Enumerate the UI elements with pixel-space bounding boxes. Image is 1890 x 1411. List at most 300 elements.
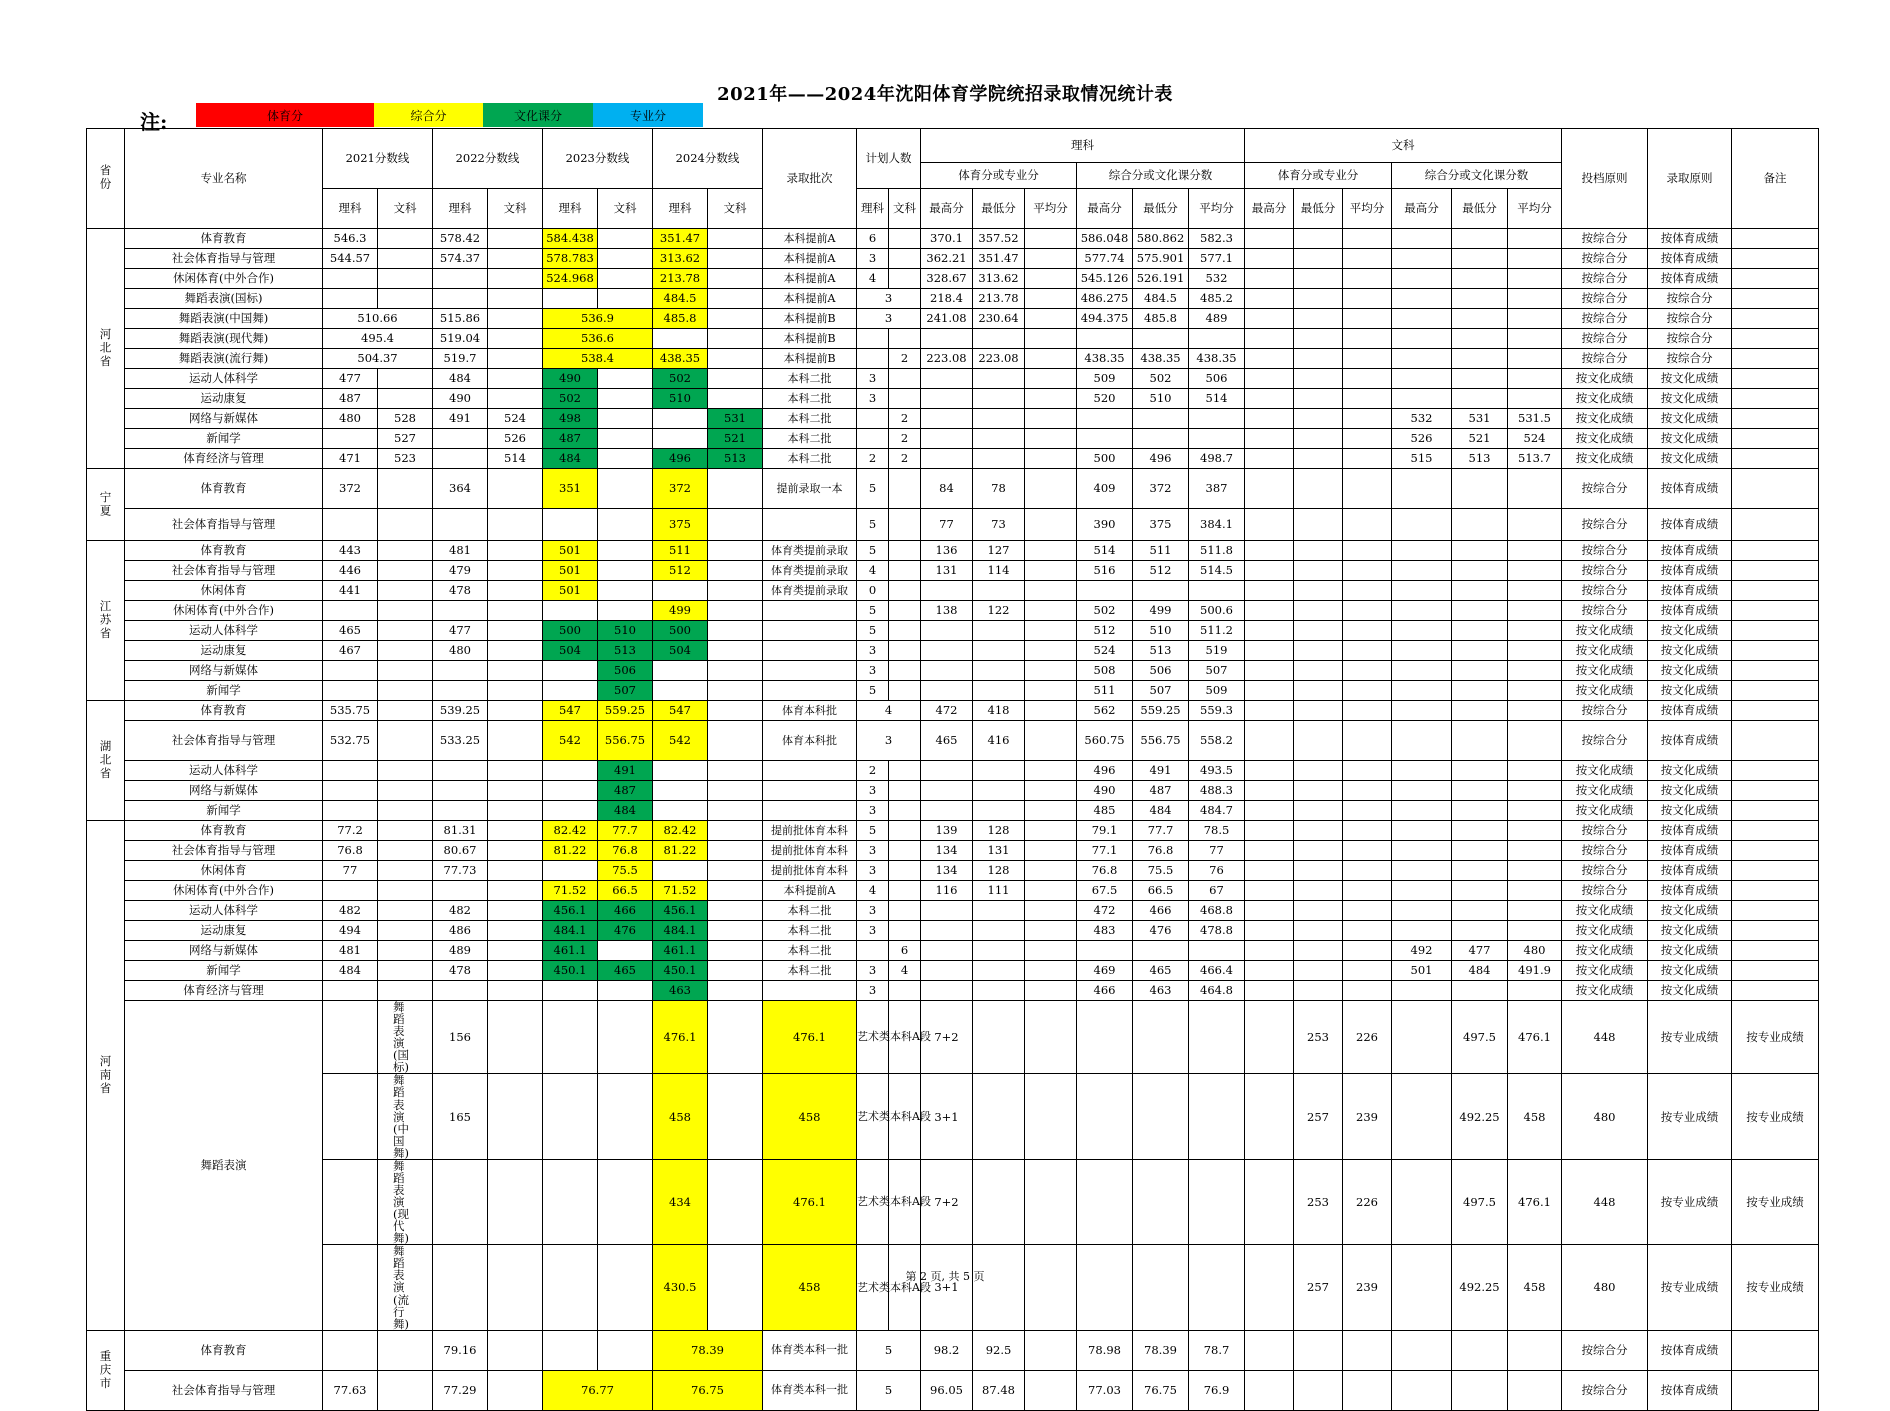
table-cell bbox=[1245, 1001, 1294, 1074]
table-cell bbox=[488, 941, 543, 961]
major-name: 舞蹈表演(现代舞) bbox=[323, 1159, 378, 1244]
table-cell bbox=[378, 941, 433, 961]
table-cell: 5 bbox=[857, 1330, 921, 1370]
table-cell bbox=[973, 681, 1025, 701]
table-cell bbox=[1392, 581, 1452, 601]
table-cell bbox=[433, 681, 488, 701]
table-cell: 按专业成绩 bbox=[1648, 1001, 1732, 1074]
table-cell: 按综合分 bbox=[1648, 309, 1732, 329]
table-cell bbox=[1245, 269, 1294, 289]
table-cell: 7+2 bbox=[921, 1001, 973, 1074]
table-cell: 按综合分 bbox=[1562, 861, 1648, 881]
table-cell bbox=[1343, 469, 1392, 509]
table-cell: 体育本科批 bbox=[763, 721, 857, 761]
table-cell: 485.2 bbox=[1189, 289, 1245, 309]
table-cell bbox=[1732, 821, 1819, 841]
table-cell: 77.63 bbox=[323, 1370, 378, 1410]
table-cell bbox=[1294, 449, 1343, 469]
table-cell: 532 bbox=[1189, 269, 1245, 289]
page-footer: 第 2 页, 共 5 页 bbox=[905, 1270, 985, 1283]
table-cell bbox=[708, 621, 763, 641]
table-cell bbox=[378, 681, 433, 701]
table-cell: 527 bbox=[378, 429, 433, 449]
table-cell bbox=[889, 841, 921, 861]
table-cell: 480 bbox=[1562, 1074, 1648, 1159]
table-cell bbox=[488, 1074, 543, 1159]
table-cell: 464.8 bbox=[1189, 981, 1245, 1001]
table-cell: 479 bbox=[433, 561, 488, 581]
table-cell: 477 bbox=[1452, 941, 1508, 961]
table-cell: 5 bbox=[857, 541, 889, 561]
table-cell bbox=[1245, 309, 1294, 329]
table-cell: 531 bbox=[1452, 409, 1508, 429]
table-cell: 按文化成绩 bbox=[1648, 641, 1732, 661]
table-cell: 502 bbox=[543, 389, 598, 409]
table-cell: 2 bbox=[857, 761, 889, 781]
table-cell: 77.2 bbox=[323, 821, 378, 841]
table-cell bbox=[708, 1159, 763, 1244]
table-cell: 本科二批 bbox=[763, 921, 857, 941]
table-cell bbox=[763, 641, 857, 661]
table-cell bbox=[1245, 841, 1294, 861]
table-cell bbox=[921, 429, 973, 449]
major-name: 舞蹈表演(中国舞) bbox=[125, 309, 323, 329]
table-cell bbox=[433, 801, 488, 821]
table-cell: 500.6 bbox=[1189, 601, 1245, 621]
table-cell bbox=[1392, 641, 1452, 661]
table-cell: 7+2 bbox=[921, 1159, 973, 1244]
table-cell: 78.39 bbox=[653, 1330, 763, 1370]
table-cell: 5 bbox=[857, 469, 889, 509]
table-cell bbox=[1732, 921, 1819, 941]
table-cell: 512 bbox=[653, 561, 708, 581]
table-cell bbox=[708, 921, 763, 941]
table-cell: 461.1 bbox=[543, 941, 598, 961]
table-cell bbox=[598, 449, 653, 469]
note-label: 注: bbox=[140, 110, 168, 134]
table-cell: 73 bbox=[973, 509, 1025, 541]
table-cell: 按文化成绩 bbox=[1648, 409, 1732, 429]
table-cell: 按体育成绩 bbox=[1648, 881, 1732, 901]
table-cell bbox=[763, 601, 857, 621]
table-cell bbox=[1508, 249, 1562, 269]
major-name: 舞蹈表演 (中国舞) bbox=[323, 1074, 378, 1159]
table-cell bbox=[1343, 561, 1392, 581]
table-cell bbox=[1025, 1245, 1077, 1330]
table-cell bbox=[1245, 249, 1294, 269]
table-cell: 按综合分 bbox=[1562, 1330, 1648, 1370]
table-cell bbox=[488, 821, 543, 841]
table-cell bbox=[1452, 621, 1508, 641]
table-cell bbox=[598, 601, 653, 621]
major-name: 舞蹈表演(国标) bbox=[323, 1001, 378, 1074]
major-name: 社会体育指导与管理 bbox=[125, 509, 323, 541]
table-cell bbox=[598, 561, 653, 581]
table-cell: 458 bbox=[1508, 1074, 1562, 1159]
table-cell bbox=[1077, 429, 1133, 449]
header-plan-arts: 文科 bbox=[889, 189, 921, 229]
table-cell bbox=[973, 1159, 1025, 1244]
table-row bbox=[87, 429, 1819, 449]
table-cell bbox=[1189, 1159, 1245, 1244]
table-cell bbox=[1732, 801, 1819, 821]
table-cell bbox=[1508, 389, 1562, 409]
table-cell bbox=[1343, 429, 1392, 449]
table-cell: 67.5 bbox=[1077, 881, 1133, 901]
table-cell: 按文化成绩 bbox=[1648, 941, 1732, 961]
table-row bbox=[87, 981, 1819, 1001]
table-cell: 257 bbox=[1294, 1245, 1343, 1330]
table-cell: 465 bbox=[921, 721, 973, 761]
table-cell: 387 bbox=[1189, 469, 1245, 509]
table-cell bbox=[1294, 661, 1343, 681]
table-cell bbox=[1452, 881, 1508, 901]
table-cell bbox=[708, 761, 763, 781]
header-sci-sport-max: 最高分 bbox=[921, 189, 973, 229]
table-cell bbox=[1732, 449, 1819, 469]
table-cell: 489 bbox=[1189, 309, 1245, 329]
table-cell bbox=[1343, 661, 1392, 681]
table-cell: 按文化成绩 bbox=[1648, 369, 1732, 389]
header-arts-sport-avg: 平均分 bbox=[1343, 189, 1392, 229]
table-cell: 511.8 bbox=[1189, 541, 1245, 561]
table-cell bbox=[1508, 601, 1562, 621]
table-cell bbox=[1133, 329, 1189, 349]
table-cell: 2 bbox=[889, 449, 921, 469]
table-cell bbox=[1452, 581, 1508, 601]
table-cell: 5 bbox=[857, 509, 889, 541]
table-cell bbox=[1343, 961, 1392, 981]
table-cell: 438.35 bbox=[1077, 349, 1133, 369]
table-cell: 556.75 bbox=[1133, 721, 1189, 761]
table-cell: 按文化成绩 bbox=[1562, 981, 1648, 1001]
table-row bbox=[87, 761, 1819, 781]
table-cell bbox=[1732, 269, 1819, 289]
table-cell: 6 bbox=[889, 941, 921, 961]
table-cell: 508 bbox=[1077, 661, 1133, 681]
table-cell bbox=[1294, 601, 1343, 621]
table-cell: 478 bbox=[433, 961, 488, 981]
table-cell bbox=[1452, 469, 1508, 509]
table-cell bbox=[1343, 449, 1392, 469]
table-cell bbox=[378, 621, 433, 641]
major-name: 舞蹈表演(国标) bbox=[125, 289, 323, 309]
table-cell: 按文化成绩 bbox=[1562, 449, 1648, 469]
table-cell bbox=[1245, 429, 1294, 449]
table-cell: 500 bbox=[543, 621, 598, 641]
table-cell bbox=[1452, 841, 1508, 861]
table-cell: 519 bbox=[1189, 641, 1245, 661]
table-cell bbox=[1732, 409, 1819, 429]
table-cell bbox=[1343, 409, 1392, 429]
table-cell bbox=[763, 781, 857, 801]
table-row bbox=[87, 1370, 1819, 1410]
table-cell bbox=[973, 581, 1025, 601]
table-row bbox=[87, 621, 1819, 641]
table-cell bbox=[921, 941, 973, 961]
header-2024-sci: 理科 bbox=[653, 189, 708, 229]
major-name: 休闲体育(中外合作) bbox=[125, 601, 323, 621]
table-cell bbox=[433, 601, 488, 621]
table-cell bbox=[1294, 249, 1343, 269]
table-cell bbox=[921, 661, 973, 681]
table-cell bbox=[1508, 701, 1562, 721]
table-cell: 476.1 bbox=[763, 1001, 857, 1074]
table-cell: 487 bbox=[1133, 781, 1189, 801]
header-province: 省份 bbox=[87, 129, 125, 229]
table-cell: 75.5 bbox=[598, 861, 653, 881]
table-cell: 按综合分 bbox=[1562, 601, 1648, 621]
table-cell bbox=[1392, 229, 1452, 249]
table-cell bbox=[1245, 561, 1294, 581]
table-cell: 547 bbox=[653, 701, 708, 721]
table-cell: 484 bbox=[543, 449, 598, 469]
header-admit-rule: 录取原则 bbox=[1648, 129, 1732, 229]
table-cell bbox=[653, 761, 708, 781]
table-cell bbox=[598, 409, 653, 429]
table-cell: 542 bbox=[653, 721, 708, 761]
table-cell bbox=[973, 621, 1025, 641]
table-cell bbox=[1025, 1370, 1077, 1410]
table-cell bbox=[1025, 721, 1077, 761]
header-plan-sci: 理科 bbox=[857, 189, 889, 229]
table-cell bbox=[921, 409, 973, 429]
table-cell bbox=[1343, 701, 1392, 721]
table-cell bbox=[889, 229, 921, 249]
header-2023-sci: 理科 bbox=[543, 189, 598, 229]
table-cell: 按文化成绩 bbox=[1562, 921, 1648, 941]
table-cell: 按文化成绩 bbox=[1562, 389, 1648, 409]
table-cell bbox=[1452, 681, 1508, 701]
table-cell: 486.275 bbox=[1077, 289, 1133, 309]
table-cell: 体育类本科一批 bbox=[763, 1370, 857, 1410]
table-cell bbox=[598, 541, 653, 561]
table-cell bbox=[1508, 801, 1562, 821]
table-cell: 476.1 bbox=[1508, 1001, 1562, 1074]
table-cell: 77.1 bbox=[1077, 841, 1133, 861]
table-cell: 438.35 bbox=[1133, 349, 1189, 369]
table-cell bbox=[323, 881, 378, 901]
table-cell: 463 bbox=[1133, 981, 1189, 1001]
table-cell bbox=[1294, 881, 1343, 901]
table-cell bbox=[1025, 309, 1077, 329]
table-cell: 545.126 bbox=[1077, 269, 1133, 289]
table-cell: 5 bbox=[857, 621, 889, 641]
table-cell bbox=[1452, 601, 1508, 621]
table-cell: 501 bbox=[543, 561, 598, 581]
table-cell bbox=[543, 289, 598, 309]
table-cell bbox=[889, 901, 921, 921]
table-cell: 511 bbox=[1077, 681, 1133, 701]
table-cell bbox=[1392, 841, 1452, 861]
table-cell bbox=[763, 621, 857, 641]
table-cell bbox=[1732, 1330, 1819, 1370]
header-2021: 2021分数线 bbox=[323, 129, 433, 189]
table-cell bbox=[1245, 581, 1294, 601]
table-cell: 3 bbox=[857, 901, 889, 921]
table-cell: 按文化成绩 bbox=[1648, 921, 1732, 941]
table-cell bbox=[1025, 541, 1077, 561]
table-cell bbox=[1077, 581, 1133, 601]
table-cell: 586.048 bbox=[1077, 229, 1133, 249]
table-cell bbox=[708, 801, 763, 821]
table-cell: 575.901 bbox=[1133, 249, 1189, 269]
table-cell bbox=[1452, 561, 1508, 581]
table-cell: 4 bbox=[889, 961, 921, 981]
table-cell: 按综合分 bbox=[1562, 721, 1648, 761]
table-cell: 77.29 bbox=[433, 1370, 488, 1410]
table-cell bbox=[1025, 1001, 1077, 1074]
table-cell bbox=[1025, 821, 1077, 841]
table-cell bbox=[973, 1001, 1025, 1074]
table-cell: 458 bbox=[763, 1245, 857, 1330]
table-cell bbox=[1025, 881, 1077, 901]
table-cell bbox=[1294, 469, 1343, 509]
table-cell bbox=[1294, 289, 1343, 309]
header-2021-sci: 理科 bbox=[323, 189, 378, 229]
table-cell: 3 bbox=[857, 249, 889, 269]
major-name: 新闻学 bbox=[125, 961, 323, 981]
table-cell: 按综合分 bbox=[1562, 541, 1648, 561]
table-cell: 458 bbox=[763, 1074, 857, 1159]
table-cell: 493.5 bbox=[1189, 761, 1245, 781]
table-cell: 542 bbox=[543, 721, 598, 761]
major-group-cell: 舞蹈表演 bbox=[125, 1001, 323, 1331]
table-cell: 532 bbox=[1392, 409, 1452, 429]
table-cell bbox=[598, 289, 653, 309]
table-cell bbox=[1343, 721, 1392, 761]
table-cell: 456.1 bbox=[653, 901, 708, 921]
table-cell bbox=[1392, 701, 1452, 721]
table-cell bbox=[1732, 369, 1819, 389]
table-cell bbox=[1343, 981, 1392, 1001]
table-cell bbox=[921, 389, 973, 409]
table-cell bbox=[1452, 901, 1508, 921]
table-cell: 按综合分 bbox=[1562, 349, 1648, 369]
table-cell: 536.6 bbox=[543, 329, 653, 349]
table-cell bbox=[1732, 561, 1819, 581]
header-sci-sport-min: 最低分 bbox=[973, 189, 1025, 229]
table-cell bbox=[1025, 1330, 1077, 1370]
table-cell: 520 bbox=[1077, 389, 1133, 409]
table-cell bbox=[488, 561, 543, 581]
table-cell bbox=[889, 821, 921, 841]
table-row bbox=[87, 1330, 1819, 1370]
table-cell: 562 bbox=[1077, 701, 1133, 721]
table-row bbox=[87, 961, 1819, 981]
table-cell bbox=[1732, 229, 1819, 249]
table-cell bbox=[488, 269, 543, 289]
table-cell: 484 bbox=[433, 369, 488, 389]
table-cell: 122 bbox=[973, 601, 1025, 621]
table-cell bbox=[1343, 801, 1392, 821]
table-cell bbox=[1245, 449, 1294, 469]
table-cell bbox=[1343, 761, 1392, 781]
table-cell bbox=[488, 1370, 543, 1410]
table-cell bbox=[1343, 621, 1392, 641]
table-cell: 516 bbox=[1077, 561, 1133, 581]
table-cell bbox=[973, 941, 1025, 961]
table-cell bbox=[1245, 721, 1294, 761]
table-cell bbox=[598, 269, 653, 289]
table-cell: 510.66 bbox=[323, 309, 433, 329]
table-cell: 按综合分 bbox=[1562, 881, 1648, 901]
major-name: 体育经济与管理 bbox=[125, 981, 323, 1001]
table-cell bbox=[708, 941, 763, 961]
table-cell: 501 bbox=[543, 581, 598, 601]
table-cell: 80.67 bbox=[433, 841, 488, 861]
table-cell: 71.52 bbox=[543, 881, 598, 901]
table-cell: 476 bbox=[1133, 921, 1189, 941]
table-cell bbox=[1452, 661, 1508, 681]
table-cell: 577.1 bbox=[1189, 249, 1245, 269]
table-cell bbox=[323, 761, 378, 781]
table-cell: 257 bbox=[1294, 1074, 1343, 1159]
table-cell: 3 bbox=[857, 389, 889, 409]
table-cell: 提前批体育本科 bbox=[763, 821, 857, 841]
table-cell: 514 bbox=[1189, 389, 1245, 409]
table-cell bbox=[488, 1330, 543, 1370]
header-2023: 2023分数线 bbox=[543, 129, 653, 189]
table-cell: 467 bbox=[323, 641, 378, 661]
table-cell bbox=[763, 661, 857, 681]
table-cell bbox=[488, 469, 543, 509]
major-name: 休闲体育 bbox=[125, 581, 323, 601]
table-cell: 按综合分 bbox=[1562, 309, 1648, 329]
table-cell bbox=[889, 761, 921, 781]
major-name: 体育教育 bbox=[125, 701, 323, 721]
table-cell: 139 bbox=[921, 821, 973, 841]
table-cell: 498.7 bbox=[1189, 449, 1245, 469]
table-cell: 486 bbox=[433, 921, 488, 941]
table-cell: 76.75 bbox=[653, 1370, 763, 1410]
table-cell bbox=[1452, 541, 1508, 561]
table-cell bbox=[378, 821, 433, 841]
table-cell bbox=[1343, 329, 1392, 349]
table-cell: 506 bbox=[598, 661, 653, 681]
table-cell: 496 bbox=[1133, 449, 1189, 469]
table-cell bbox=[1245, 349, 1294, 369]
table-cell bbox=[1343, 349, 1392, 369]
table-cell bbox=[323, 781, 378, 801]
table-cell bbox=[378, 1370, 433, 1410]
table-cell: 500 bbox=[653, 621, 708, 641]
table-cell bbox=[378, 841, 433, 861]
table-cell bbox=[1508, 821, 1562, 841]
table-cell bbox=[1392, 601, 1452, 621]
table-cell: 按体育成绩 bbox=[1648, 701, 1732, 721]
table-cell: 512 bbox=[1077, 621, 1133, 641]
table-cell bbox=[973, 409, 1025, 429]
table-cell: 按文化成绩 bbox=[1648, 449, 1732, 469]
table-cell bbox=[1392, 781, 1452, 801]
table-cell bbox=[921, 621, 973, 641]
table-cell: 体育类提前录取 bbox=[763, 581, 857, 601]
table-cell: 510 bbox=[653, 389, 708, 409]
table-cell: 375 bbox=[653, 509, 708, 541]
major-name: 运动人体科学 bbox=[125, 761, 323, 781]
table-cell bbox=[1452, 781, 1508, 801]
table-cell: 按综合分 bbox=[1562, 841, 1648, 861]
table-cell: 134 bbox=[921, 841, 973, 861]
header-2024: 2024分数线 bbox=[653, 129, 763, 189]
table-cell bbox=[1508, 1330, 1562, 1370]
header-2022-arts: 文科 bbox=[488, 189, 543, 229]
table-cell bbox=[1343, 941, 1392, 961]
table-cell bbox=[973, 801, 1025, 821]
table-cell bbox=[1452, 369, 1508, 389]
table-cell bbox=[1508, 881, 1562, 901]
